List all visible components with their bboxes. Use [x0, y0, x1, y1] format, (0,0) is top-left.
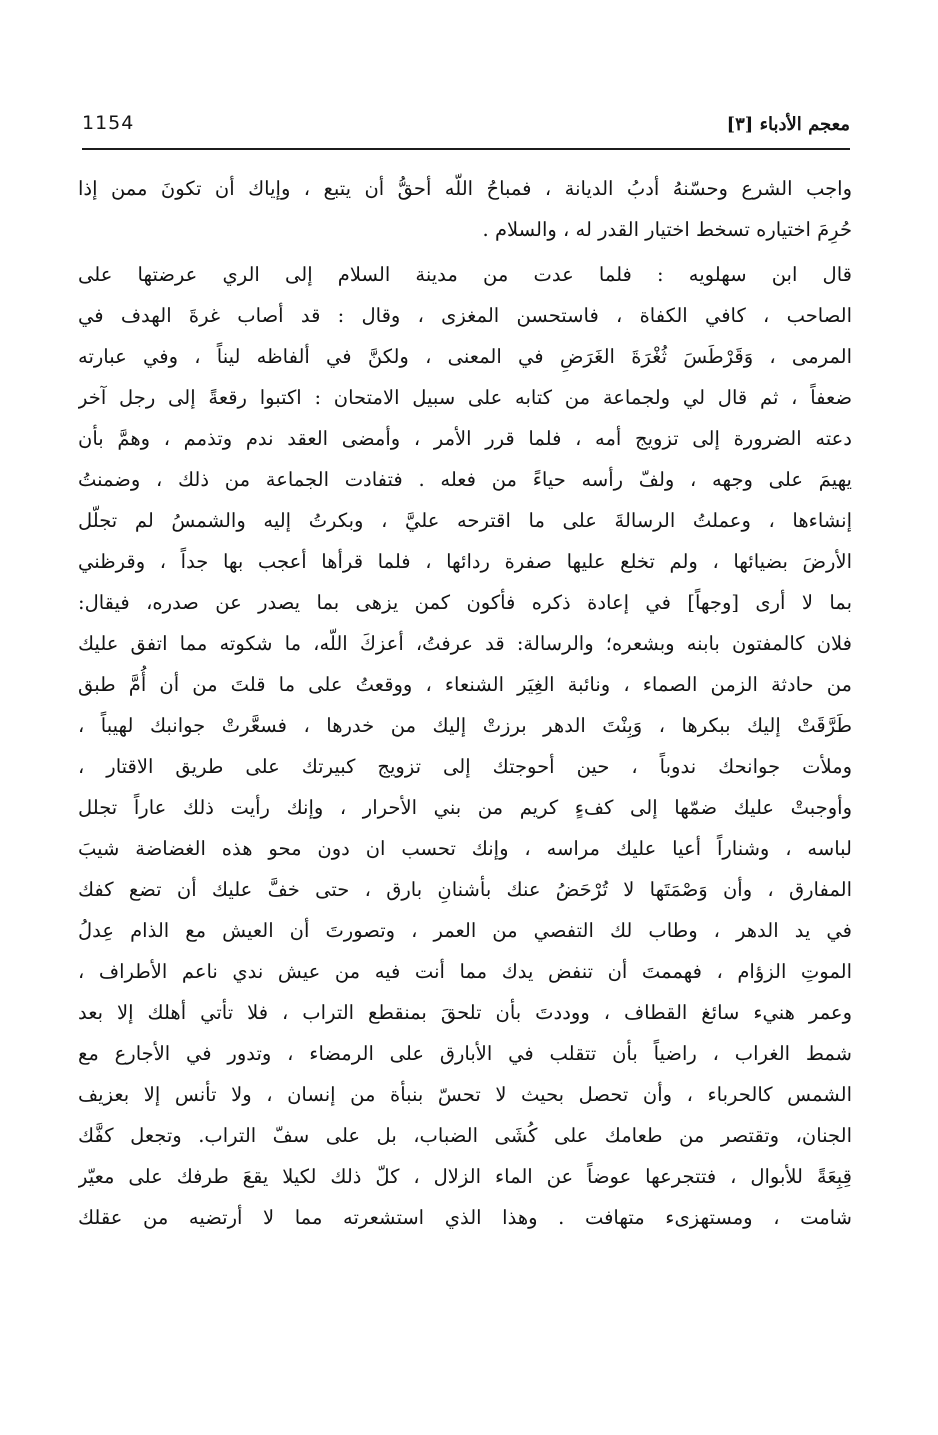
text-line: فلان كالمفتون بابنه وبشعره؛ والرسالة: قد عرفتُ، أعزكَ اللّه، ما شكوته مما اتفق عليك	[78, 632, 852, 655]
text-line	[78, 1238, 852, 1279]
text-line: واجب الشرع وحسّنهُ أدبُ الديانة ، فمباحُ اللّه أحقُّ أن يتبع ، وإياك أن تكونَ ممن إذا	[78, 177, 852, 200]
text-line: بما لا أرى [وجهاً] في إعادة ذكره فأكون كمن يزهى بما يصدر عن صدره، فيقال:	[78, 591, 852, 614]
text-line: شمط الغراب ، راضياً بأن تتقلب في الأبارق على الرمضاء ، وتدور في الأجارع مع	[78, 1042, 852, 1065]
text-line: وأوجبتْ عليك ضمّها إلى كفءٍ كريم من بني الأحرار ، وإنك رأيت ذلك عاراً تجلل	[78, 796, 852, 819]
text-line: وعمر هنيء سائغ القطاف ، ووددتَ بأن تلحقَ بمنقطع التراب ، فلا تأتي أهلك إلا بعد	[78, 1001, 852, 1024]
text-line: قِبِعَةً للأبوال ، فتتجرعها عوضاً عن الماء الزلال ، كلّ ذلك لكيلا يقعَ طرفك على معيّر	[78, 1165, 852, 1188]
text-line: دعته الضرورة إلى تزويج أمه ، فلما قرر الأمر ، وأمضى العقد ندم وتذمم ، وهمَّ بأن	[78, 427, 852, 450]
paragraph-2	[78, 254, 852, 1279]
text-line: المفارق ، وأن وَصْمَتَها لا تُرْحَضُ عنك بأشنانِ بارق ، حتى خفَّ عليك أن تضع كفك	[78, 878, 852, 901]
text-line: طَرَّقَتْ إليك ببكرها ، وَبِنْتَ الدهر برزتْ إليك من خدرها ، فسعَّرتْ جوانبك لهيباً ،	[78, 714, 852, 737]
text-line: الموتِ الزؤام ، فهممتَ أن تنفض يدك مما أنت فيه من عيش ندي ناعم الأطراف ،	[78, 960, 852, 983]
text-line: الصاحب ، كافي الكفاة ، فاستحسن المغزى ، وقال : قد أصاب غرةَ الهدف في	[78, 304, 852, 327]
text-line: الجنان، وتقتصر من طعامك على كُشَى الضباب، بل على سفّ التراب. وتجعل كفَّك	[78, 1124, 852, 1147]
text-line: في يد الدهر ، وطاب لك التفصي من العمر ، وتصورتَ أن العيش مع الذام عِدلُ	[78, 919, 852, 942]
text-line: الأرضَ بضيائها ، ولم تخلع عليها صفرة ردائها ، فلما قرأها أعجب بها جداً ، وقرظني	[78, 550, 852, 573]
text-line: يهيمَ على وجهه ، ولفّ رأسه حياءً من فعله . فتفادت الجماعة من ذلك ، وضمنتُ	[78, 468, 852, 491]
text-line: إنشاءها ، وعملتُ الرسالةَ على ما اقترحه عليَّ ، وبكرتُ إليه والشمسُ لم تجلّل	[78, 509, 852, 532]
paragraph-1	[78, 168, 852, 250]
body-text	[78, 168, 852, 1279]
text-line: لباسه ، وشناراً أعيا عليك مراسه ، وإنك تحسب ان دون محو هذه الغضاضة شيبَ	[78, 837, 852, 860]
text-line: من حادثة الزمن الصماء ، ونائبة الغِيَر الشنعاء ، ووقعتُ على ما قلتَ من أن أُمَّ طبق	[78, 673, 852, 696]
book-title: معجم الأدباء [٣]	[726, 114, 850, 135]
text-line: شامت ، ومستهزىء متهافت . وهذا الذي استشعرته مما لا أرتضيه من عقلك	[78, 1206, 852, 1229]
text-line: الشمس كالحرباء ، وأن تحصل بحيث لا تحسّ بنبأة من إنسان ، ولا تأنس إلا بعزيف	[78, 1083, 852, 1106]
text-line: المرمى ، وَقَرْطَسَ ثُغْرَةَ الغَرَضِ في المعنى ، ولكنَّ في ألفاظه ليناً ، وفي عبارته	[78, 345, 852, 368]
page-number: 1154	[82, 112, 135, 134]
text-line: قال ابن سهلويه : فلما عدت من مدينة السلام إلى الري عرضتها على	[78, 263, 852, 286]
text-line: حُرِمَ اختياره تسخط اختيار القدر له ، والسلام .	[482, 218, 852, 241]
running-head	[82, 112, 850, 142]
header-rule	[82, 148, 850, 150]
text-line: وملأت جوانحك ندوباً ، حين أحوجتك إلى تزويج كبيرتك على طريق الاقتار ،	[78, 755, 852, 778]
text-line: ضعفاً ، ثم قال لي ولجماعة من كتابه على سبيل الامتحان : اكتبوا رقعةً إلى رجل آخر	[78, 386, 852, 409]
